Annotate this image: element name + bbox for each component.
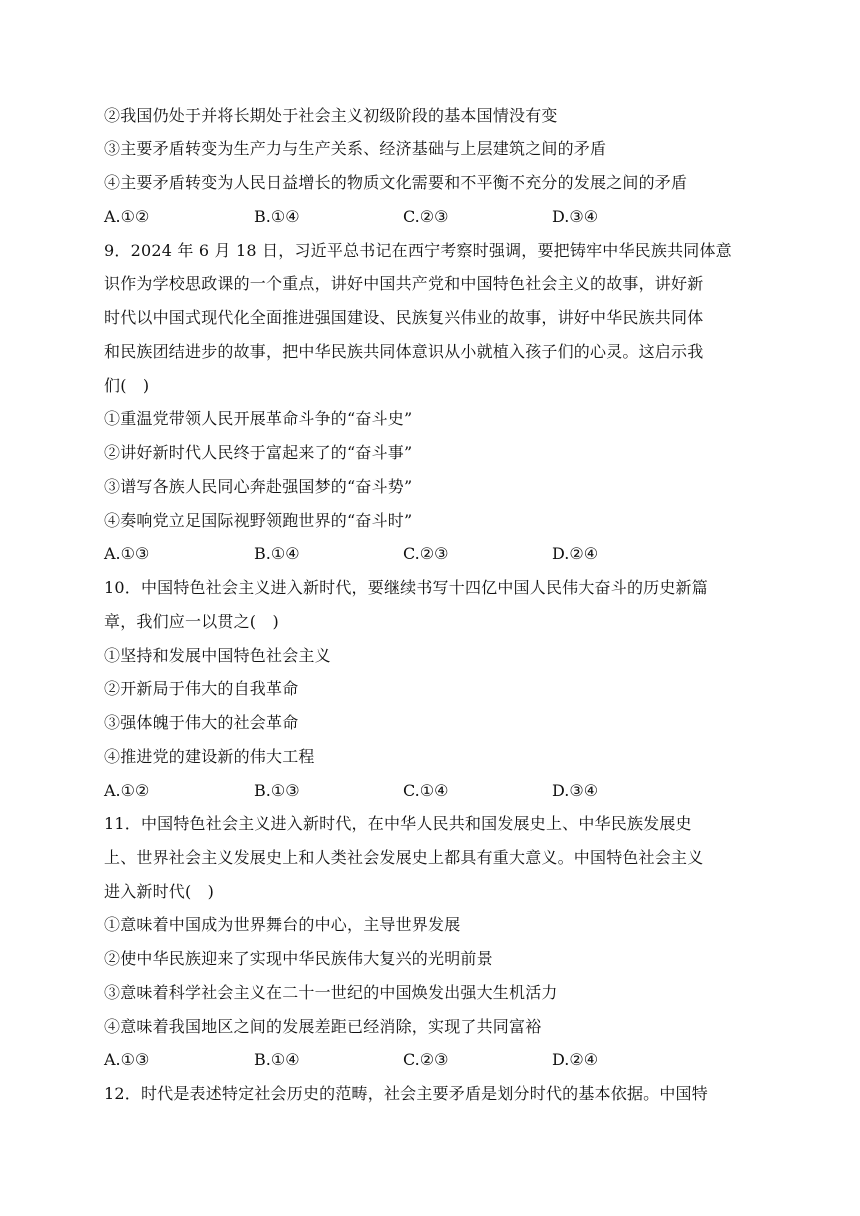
q10-option-4: ④推进党的建设新的伟大工程 — [104, 747, 315, 766]
q9-answer-b: B.①④ — [254, 544, 300, 563]
q11-stem-line-1: 11．中国特色社会主义进入新时代，在中华人民共和国发展史上、中华民族发展史 — [104, 814, 692, 833]
q9-option-4: ④奏响党立足国际视野领跑世界的“奋斗时” — [104, 511, 413, 530]
q9-stem-line-4: 和民族团结进步的故事，把中华民族共同体意识从小就植入孩子们的心灵。这启示我 — [104, 342, 704, 361]
q8-option-2: ②我国仍处于并将长期处于社会主义初级阶段的基本国情没有变 — [104, 106, 558, 125]
q8-answer-c: C.②③ — [403, 207, 449, 226]
q9-stem-line-1: 9．2024 年 6 月 18 日，习近平总书记在西宁考察时强调，要把铸牢中华民族共同体意 — [104, 241, 732, 260]
q10-answer-d: D.③④ — [552, 781, 599, 800]
q12-stem-line-1: 12．时代是表述特定社会历史的范畴，社会主要矛盾是划分时代的基本依据。中国特 — [104, 1084, 708, 1103]
q9-answer-choices — [104, 544, 764, 564]
q10-answer-choices — [104, 781, 764, 801]
q9-stem-line-2: 识作为学校思政课的一个重点，讲好中国共产党和中国特色社会主义的故事，讲好新 — [104, 274, 704, 293]
q9-stem-line-5: 们( ) — [104, 376, 150, 395]
q11-option-2: ②使中华民族迎来了实现中华民族伟大复兴的光明前景 — [104, 949, 493, 968]
q8-answer-a: A.①② — [104, 207, 150, 226]
q8-answer-choices — [104, 207, 764, 227]
q8-answer-d: D.③④ — [552, 207, 599, 226]
q10-option-3: ③强体魄于伟大的社会革命 — [104, 713, 299, 732]
q8-option-3: ③主要矛盾转变为生产力与生产关系、经济基础与上层建筑之间的矛盾 — [104, 139, 607, 158]
q11-answer-b: B.①④ — [254, 1050, 300, 1069]
q9-answer-d: D.②④ — [552, 544, 599, 563]
q10-stem-line-1: 10．中国特色社会主义进入新时代，要继续书写十四亿中国人民伟大奋斗的历史新篇 — [104, 578, 708, 597]
q9-stem-line-3: 时代以中国式现代化全面推进强国建设、民族复兴伟业的故事，讲好中华民族共同体 — [104, 308, 704, 327]
q10-answer-b: B.①③ — [254, 781, 300, 800]
q11-answer-c: C.②③ — [403, 1050, 449, 1069]
q11-answer-d: D.②④ — [552, 1050, 599, 1069]
q8-answer-b: B.①④ — [254, 207, 300, 226]
q11-stem-line-2: 上、世界社会主义发展史上和人类社会发展史上都具有重大意义。中国特色社会主义 — [104, 848, 704, 867]
q10-answer-c: C.①④ — [403, 781, 449, 800]
q10-stem-line-2: 章，我们应一以贯之( ) — [104, 612, 279, 631]
q9-answer-c: C.②③ — [403, 544, 449, 563]
q10-option-2: ②开新局于伟大的自我革命 — [104, 679, 299, 698]
q11-stem-line-3: 进入新时代( ) — [104, 882, 215, 901]
q9-option-1: ①重温党带领人民开展革命斗争的“奋斗史” — [104, 409, 413, 428]
q9-answer-a: A.①③ — [104, 544, 150, 563]
q11-answer-choices — [104, 1050, 764, 1070]
q11-option-3: ③意味着科学社会主义在二十一世纪的中国焕发出强大生机活力 — [104, 983, 558, 1002]
q10-answer-a: A.①② — [104, 781, 150, 800]
q8-option-4: ④主要矛盾转变为人民日益增长的物质文化需要和不平衡不充分的发展之间的矛盾 — [104, 173, 688, 192]
q10-option-1: ①坚持和发展中国特色社会主义 — [104, 646, 331, 665]
q11-option-4: ④意味着我国地区之间的发展差距已经消除，实现了共同富裕 — [104, 1017, 542, 1036]
q11-option-1: ①意味着中国成为世界舞台的中心，主导世界发展 — [104, 915, 461, 934]
q9-option-3: ③谱写各族人民同心奔赴强国梦的“奋斗势” — [104, 477, 413, 496]
q9-option-2: ②讲好新时代人民终于富起来了的“奋斗事” — [104, 443, 413, 462]
q11-answer-a: A.①③ — [104, 1050, 150, 1069]
